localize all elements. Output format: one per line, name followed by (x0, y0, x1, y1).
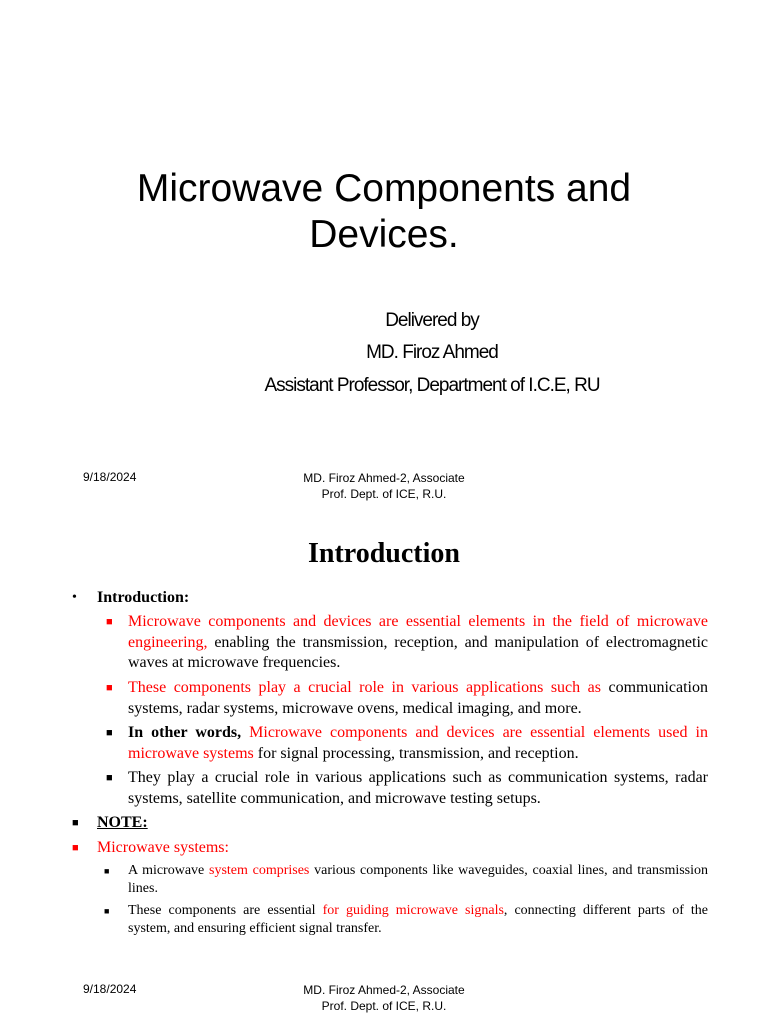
footer-author-line1: MD. Firoz Ahmed-2, Associate (303, 471, 465, 485)
paragraph-1: Microwave components and devices are essential elements in the field of microwave engineering, enabling the transmission, reception, and manipulation of electromagnetic waves at microwave frequencies. (128, 613, 708, 671)
delivered-by-label: Delivered by (385, 310, 479, 331)
square-bullet-icon: ■ (106, 772, 113, 784)
slide1-title-line1: Microwave Components and (136, 167, 632, 210)
footer-author-line2: Prof. Dept. of ICE, R.U. (321, 487, 447, 501)
slide1-footer-date: 9/18/2024 (83, 470, 137, 484)
square-bullet-icon: ■ (106, 682, 113, 694)
slide1-footer-author (272, 470, 496, 502)
paragraph-5: A microwave system comprises various components like waveguides, coaxial lines, and transmission lines. (128, 863, 709, 896)
footer-author-line2: Prof. Dept. of ICE, R.U. (321, 999, 447, 1013)
paragraph-3: In other words, Microwave components and devices are essential elements used in microwave systems for signal processing, transmission, and reception. (128, 724, 708, 762)
slide2-footer-date: 9/18/2024 (83, 982, 137, 996)
square-bullet-icon: ■ (104, 866, 110, 876)
presenter-position: Assistant Professor, Department of I.C.E, RU (264, 375, 600, 396)
footer-author-line1: MD. Firoz Ahmed-2, Associate (303, 983, 465, 997)
paragraph-6: These components are essential for guiding microwave signals, connecting different parts of the system, and ensuring efficient signal transfer. (128, 903, 709, 936)
paragraph-4: They play a crucial role in various applications such as communication systems, radar systems, satellite communication, and microwave testing setups. (128, 769, 708, 807)
square-bullet-icon: ■ (72, 817, 79, 829)
paragraph-2: These components play a crucial role in various applications such as communication systems, radar systems, microwave ovens, medical imaging, and more. (128, 679, 709, 717)
slide1-title-line2: Devices. (309, 213, 459, 256)
presenter-name: MD. Firoz Ahmed (366, 342, 498, 363)
intro-label: Introduction: (97, 589, 190, 606)
square-bullet-icon: ■ (106, 727, 113, 739)
note-label: NOTE: (97, 814, 148, 831)
square-bullet-icon: ■ (104, 906, 110, 916)
square-bullet-icon: ■ (72, 842, 79, 854)
round-bullet-icon: • (72, 590, 77, 605)
microwave-systems-label: Microwave systems: (97, 839, 229, 856)
slide2-title: Introduction (308, 538, 460, 569)
slide2-footer-author (272, 982, 496, 1014)
slide1-title (0, 166, 768, 258)
square-bullet-icon: ■ (106, 616, 113, 628)
